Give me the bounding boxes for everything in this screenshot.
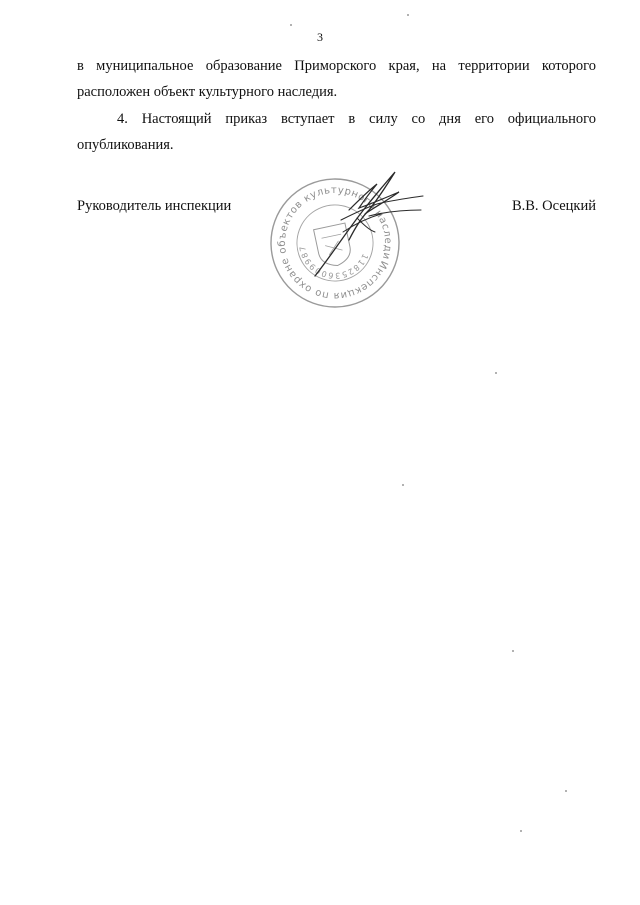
scan-speck: [520, 830, 522, 832]
scan-speck: [495, 372, 497, 374]
signatory-name: В.В. Осецкий: [511, 198, 596, 214]
item-4-paragraph: [77, 106, 596, 158]
seal-outer-text: Инспекция по охране объектов культурного наследия: [276, 184, 394, 302]
item-4-line-2: опубликования.: [77, 137, 174, 153]
page-number: 3: [317, 30, 323, 44]
scan-speck: [402, 484, 404, 486]
item-4-line-1: 4. Настоящий приказ вступает в силу со дня его официального: [117, 111, 596, 127]
continuation-line-2: расположен объект культурного наследия.: [77, 84, 338, 100]
scan-speck: [565, 790, 567, 792]
scan-speck: [290, 24, 292, 26]
coat-of-arms-icon: [314, 223, 354, 269]
scan-speck: [407, 14, 409, 16]
seal-inner-text: 1182536009987: [297, 244, 370, 281]
seal-graphic: [245, 158, 425, 328]
official-seal-stamp: [245, 158, 425, 328]
scan-speck: [512, 650, 514, 652]
continuation-line-1: в муниципальное образование Приморского края, на территории которого: [77, 58, 596, 74]
signatory-position: Руководитель инспекции: [77, 198, 232, 214]
continuation-paragraph: [77, 53, 596, 105]
